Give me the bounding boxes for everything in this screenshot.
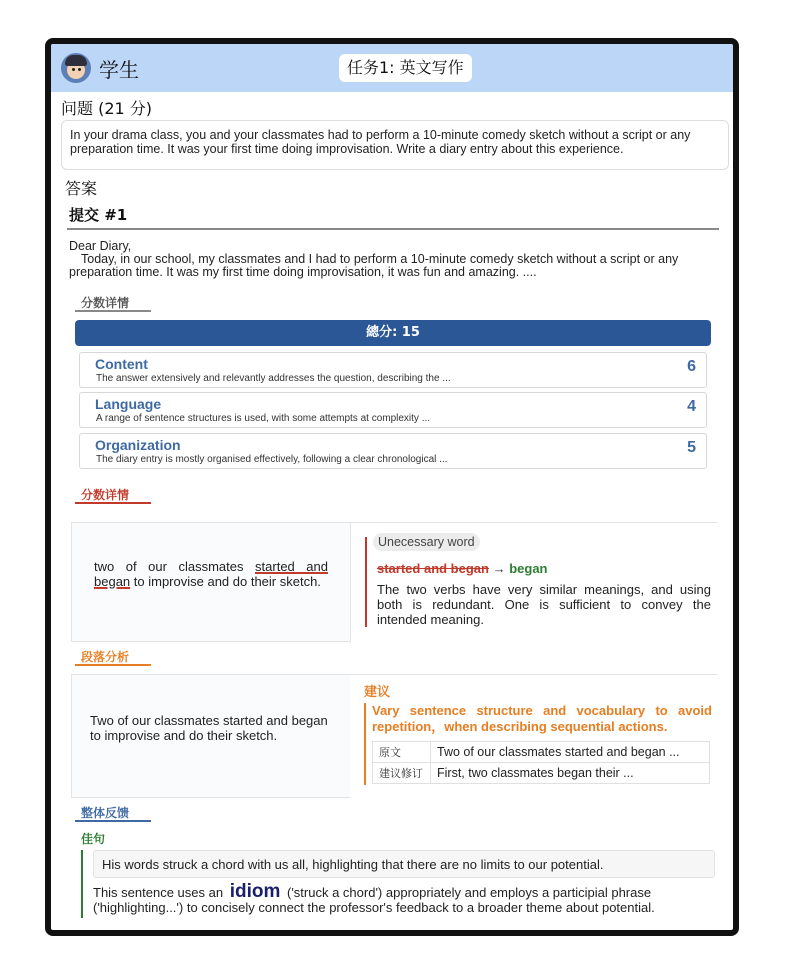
answer-greeting: Dear Diary, (69, 239, 132, 253)
arrow-icon: → (492, 561, 506, 576)
overall-sub-label: 佳句 (81, 832, 106, 846)
error-accent-line (365, 537, 367, 627)
error-detail (350, 523, 718, 643)
suggestion-table (372, 741, 710, 784)
paragraph-text: Two of our classmates started and began to improvise and do their sketch. (90, 713, 328, 743)
paragraph-section-label: 段落分析 (81, 650, 130, 664)
submission-title[interactable]: 提交 #1 (69, 206, 128, 224)
criterion-organization[interactable] (79, 433, 707, 469)
divider (67, 228, 719, 230)
table-value: Two of our classmates started and began ... (431, 742, 710, 763)
avatar-hair (65, 55, 87, 66)
error-section-label: 分数详情 (81, 488, 130, 502)
overall-section-label: 整体反馈 (81, 806, 130, 820)
error-highlight-2[interactable]: began (94, 574, 131, 589)
question-text: In your drama class, you and your classmates had to perform a 10-minute comedy sketch without a script or any preparation time. It was your first time doing improvisation. Write a diary entry about this experience. (70, 128, 691, 156)
error-explanation: The two verbs have very similar meanings, and using both is redundant. One is sufficient to convey the intended meaning. (377, 582, 711, 627)
criterion-score: 5 (687, 439, 696, 456)
answer-title: 答案 (65, 179, 98, 198)
error-highlight-1[interactable]: started and (255, 559, 329, 574)
idiom-highlight: idiom (229, 881, 281, 902)
error-type-badge: Unecessary word (373, 533, 480, 551)
suggestion-text: Vary sentence structure and vocabulary to avoid repetition，when describing sequential actions. (372, 703, 712, 734)
paragraph-card (71, 674, 717, 798)
criterion-score: 6 (687, 358, 696, 375)
error-context (94, 559, 328, 589)
criterion-desc: The diary entry is mostly organised effectively, following a clear chronological ... (96, 454, 448, 465)
error-card (71, 522, 717, 642)
criterion-name: Organization (95, 437, 181, 453)
total-score-bar: 總分: 15 (75, 320, 711, 346)
overall-explanation (93, 881, 713, 915)
error-section-underline (75, 502, 151, 504)
table-value: First, two classmates began their ... (431, 763, 710, 784)
suggestion-label: 建议 (364, 685, 391, 700)
error-correct-text: began (509, 561, 548, 576)
user-name: 学生 (99, 58, 139, 82)
avatar-eye-left (72, 68, 75, 71)
answer-body: Today, in our school, my classmates and I had to perform a 10-minute comedy sketch without a script or any preparation time. It was my first time doing improvisation, it was fun and amazing. .... (69, 252, 679, 279)
highlight-quote: His words struck a chord with us all, highlighting that there are no limits to our potential. (93, 850, 715, 878)
overall-accent-line (81, 850, 83, 918)
answer-text (69, 240, 709, 279)
error-correction (377, 561, 548, 576)
table-row (373, 742, 710, 763)
overall-expl-before: This sentence uses an (93, 885, 224, 900)
app-window (45, 38, 739, 936)
suggestion-accent-line (364, 703, 366, 785)
criterion-language[interactable] (79, 392, 707, 428)
error-wrong-text: started and began (377, 561, 489, 576)
top-header (51, 44, 733, 92)
score-section-label: 分数详情 (81, 296, 130, 310)
task-title[interactable]: 任务1: 英文写作 (339, 54, 472, 82)
question-box (61, 120, 729, 170)
score-section-underline (75, 310, 151, 312)
criterion-name: Language (95, 396, 162, 412)
criterion-content[interactable] (79, 352, 707, 388)
criterion-desc: A range of sentence structures is used, with some attempts at complexity ... (96, 413, 431, 424)
criterion-score: 4 (687, 398, 696, 415)
error-context-before: two of our classmates (94, 559, 256, 574)
avatar[interactable] (61, 53, 91, 83)
error-context-after: to improvise and do their sketch. (130, 574, 321, 589)
paragraph-section-underline (75, 664, 151, 666)
question-title: 问题 (21 分) (61, 99, 153, 118)
overall-expl-after: ('struck a chord') appropriately and employs a participial phrase ('highlighting...') to concisely connect the professor's feedback to a broader theme about potential. (93, 885, 655, 915)
avatar-eye-right (78, 68, 81, 71)
criterion-desc: The answer extensively and relevantly addresses the question, describing the ... (96, 373, 451, 384)
table-key: 建议修订 (373, 763, 431, 784)
table-key: 原文 (373, 742, 431, 763)
suggestion-panel (350, 675, 718, 799)
criterion-name: Content (95, 356, 148, 372)
table-row (373, 763, 710, 784)
overall-section-underline (75, 820, 151, 822)
